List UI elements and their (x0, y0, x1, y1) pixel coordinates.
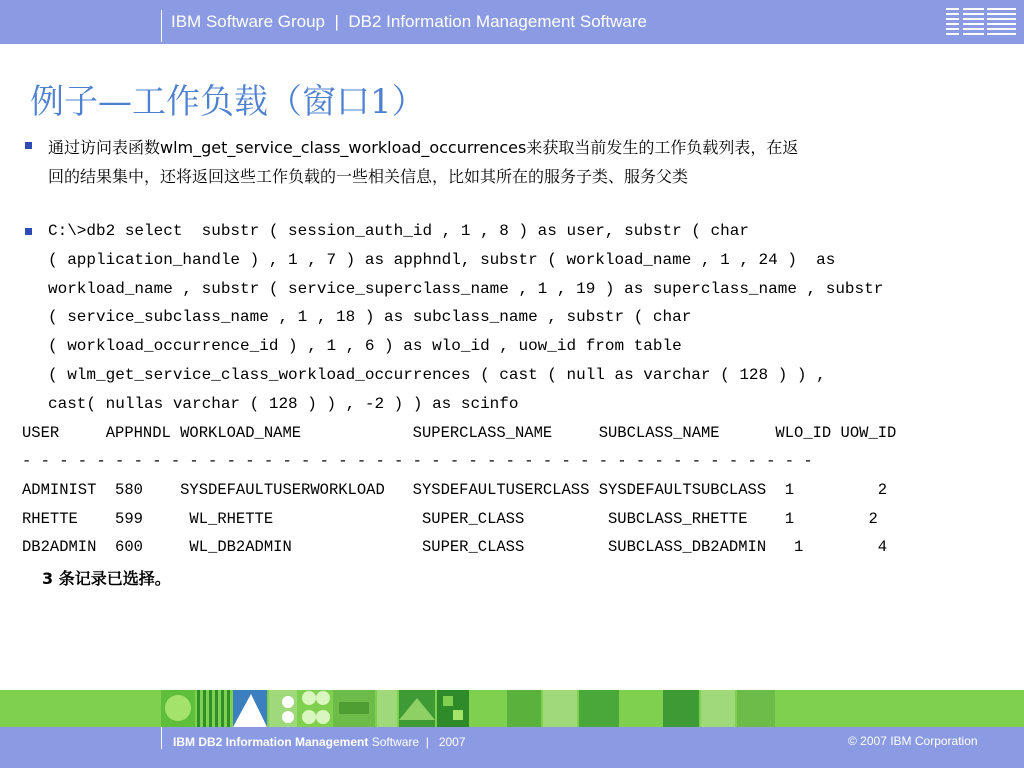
bullet1-line1: 通过访问表函数wlm_get_service_class_workload_occurrences来获取当前发生的工作负载列表，在返 (48, 138, 799, 157)
bullet1-line2: 回的结果集中，还将返回这些工作负载的一些相关信息，比如其所在的服务子类、服务父类 (48, 167, 689, 186)
sql-line-2: ( application_handle ) , 1 , 7 ) as apphndl, substr ( workload_name , 1 , 24 ) as (48, 251, 836, 269)
bullet-marker-2 (25, 228, 32, 235)
sql-line-4: ( service_subclass_name , 1 , 18 ) as subclass_name , substr ( char (48, 308, 692, 326)
header-product: DB2 Information Management Software (348, 12, 647, 31)
bullet-marker-1 (25, 142, 32, 149)
header-group: IBM Software Group (171, 12, 326, 31)
result-row-2: RHETTE 599 WL_RHETTE SUPER_CLASS SUBCLASS_RHETTE 1 2 (22, 510, 878, 528)
footer-product-bold: IBM DB2 Information Management (173, 735, 369, 749)
result-row-1: ADMINIST 580 SYSDEFAULTUSERWORKLOAD SYSDEFAULTUSERCLASS SYSDEFAULTSUBCLASS 1 2 (22, 481, 888, 499)
footer-mosaic-image (161, 690, 775, 727)
footer-product-rest: Software | 2007 (368, 735, 466, 749)
footer-copyright: © 2007 IBM Corporation (848, 734, 978, 748)
result-summary: 3 条记录已选择。 (42, 569, 171, 588)
header-divider (161, 10, 162, 42)
sql-line-7: cast( nullas varchar ( 128 ) ) , -2 ) ) as scinfo (48, 395, 519, 413)
sql-line-5: ( workload_occurrence_id ) , 1 , 6 ) as wlo_id , uow_id from table (48, 337, 682, 355)
header-text (171, 12, 647, 32)
result-row-3: DB2ADMIN 600 WL_DB2ADMIN SUPER_CLASS SUBCLASS_DB2ADMIN 1 4 (22, 538, 888, 556)
slide-title: 例子—工作负载（窗口1） (30, 82, 426, 122)
sql-line-3: workload_name , substr ( service_superclass_name , 1 , 19 ) as superclass_name , substr (48, 280, 884, 298)
sql-line-6: ( wlm_get_service_class_workload_occurrences ( cast ( null as varchar ( 128 ) ) , (48, 366, 826, 384)
ibm-logo (946, 6, 1016, 36)
footer-divider (161, 727, 162, 749)
result-header: USER APPHNDL WORKLOAD_NAME SUPERCLASS_NAME SUBCLASS_NAME WLO_ID UOW_ID (22, 424, 897, 442)
header-separator: | (334, 12, 339, 31)
result-dashes: - - - - - - - - - - - - - - - - - - - - - - - - - - - - - - - - - - - - - - - - - - - (22, 452, 813, 470)
header-band (0, 0, 1024, 44)
sql-line-1: C:\>db2 select substr ( session_auth_id , 1 , 8 ) as user, substr ( char (48, 222, 749, 240)
footer-text (173, 735, 466, 749)
